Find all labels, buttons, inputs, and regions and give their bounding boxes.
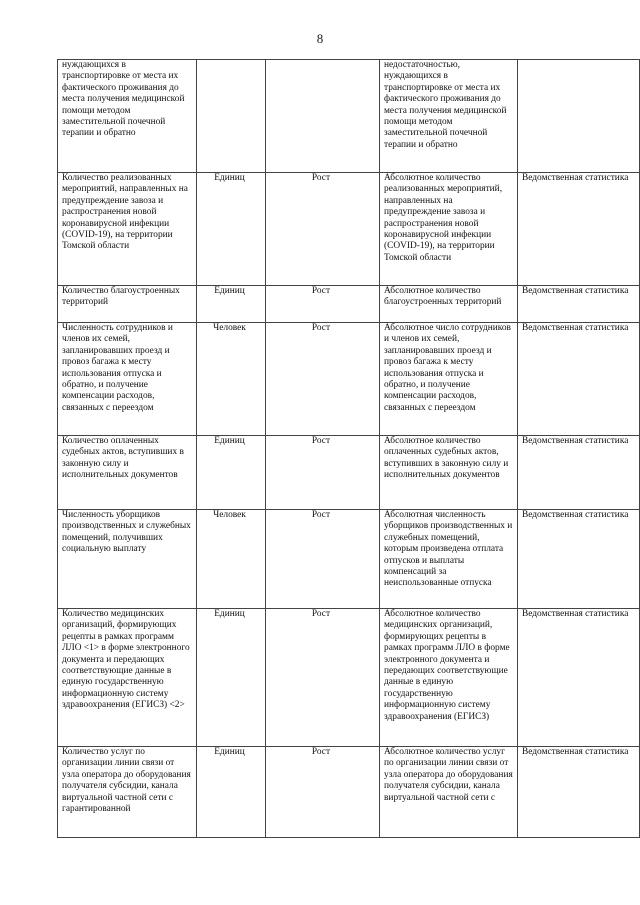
table-row [58,173,640,286]
definition-cell: Абсолютное количество оплаченных судебных актов, вступивших в законную силу и исполнительных документов [380,436,518,510]
unit-cell [197,286,266,323]
table-row [58,436,640,510]
definition-cell: Абсолютное количество благоустроенных территорий [380,286,518,323]
source-cell: Ведомственная статистика [518,286,640,323]
trend-text: Рост [311,286,331,296]
source-cell: Ведомственная статистика [518,747,640,838]
indicator-cell: Количество оплаченных судебных актов, вступивших в законную силу и исполнительных документов [58,436,197,510]
unit-text: Единиц [214,747,245,757]
trend-cell [266,436,380,510]
unit-cell [197,323,266,436]
trend-text: Рост [311,609,331,619]
trend-cell [266,60,380,173]
trend-cell [266,323,380,436]
definition-cell: Абсолютное количество услуг по организации линии связи от узла оператора до оборудования получателя субсидии, канала виртуальной частной сети с [380,747,518,838]
indicator-cell: Количество благоустроенных территорий [58,286,197,323]
indicator-cell: Количество реализованных мероприятий, направленных на предупреждение завоза и распространения новой коронавирусной инфекции (COVID-19), на территории Томской области [58,173,197,286]
table-row [58,747,640,838]
source-cell [518,60,640,173]
trend-text: Рост [311,323,331,333]
trend-cell [266,747,380,838]
indicator-cell: Численность сотрудников и членов их семей, запланировавших проезд и провоз багажа к месту использования отпуска и обратно, и получение компенсации расходов, связанных с переездом [58,323,197,436]
unit-text: Человек [213,510,246,520]
trend-text: Рост [311,747,331,757]
trend-cell [266,173,380,286]
definition-cell: Абсолютное число сотрудников и членов их семей, запланировавших проезд и провоз багажа к месту использования отпуска и обратно, и получение компенсации расходов, связанных с переездом [380,323,518,436]
source-cell: Ведомственная статистика [518,323,640,436]
table-row [58,286,640,323]
indicator-table [57,59,640,838]
trend-text: Рост [311,436,331,446]
unit-cell [197,60,266,173]
indicator-cell: нуждающихся в транспортировке от места их фактического проживания до места получения медицинской помощи методом заместительной почечной терапии и обратно [58,60,197,173]
unit-cell [197,747,266,838]
indicator-cell: Численность уборщиков производственных и служебных помещений, получивших социальную выплату [58,510,197,609]
unit-cell [197,609,266,747]
trend-cell [266,510,380,609]
trend-text: Рост [311,173,331,183]
trend-cell [266,286,380,323]
unit-cell [197,436,266,510]
indicator-cell: Количество услуг по организации линии связи от узла оператора до оборудования получателя субсидии, канала виртуальной частной сети с гарантированной [58,747,197,838]
page-number: 8 [316,31,324,46]
table-row [58,510,640,609]
unit-text: Человек [213,323,246,333]
source-cell: Ведомственная статистика [518,436,640,510]
source-cell: Ведомственная статистика [518,173,640,286]
definition-cell: Абсолютное количество реализованных мероприятий, направленных на предупреждение завоза и распространения новой коронавирусной инфекции (COVID-19), на территории Томской области [380,173,518,286]
table-row [58,323,640,436]
definition-cell: Абсолютная численность уборщиков производственных и служебных помещений, которым произведена отплата отпусков и выплаты компенсаций за неиспользованные отпуска [380,510,518,609]
unit-cell [197,173,266,286]
source-cell: Ведомственная статистика [518,609,640,747]
indicator-cell: Количество медицинских организаций, формирующих рецепты в рамках программ ЛЛО <1> в форме электронного документа и передающих соответствующие данные в единую государственную информационную систему здравоохранения (ЕГИСЗ) <2> [58,609,197,747]
unit-text: Единиц [214,436,245,446]
unit-text: Единиц [214,173,245,183]
table-row [58,60,640,173]
table-row [58,609,640,747]
trend-cell [266,609,380,747]
definition-cell: недостаточностью, нуждающихся в транспортировке от места их фактического проживания до места получения медицинской помощи методом заместительной почечной терапии и обратно [380,60,518,173]
unit-cell [197,510,266,609]
unit-text: Единиц [214,609,245,619]
source-cell: Ведомственная статистика [518,510,640,609]
definition-cell: Абсолютное количество медицинских организаций, формирующих рецепты в рамках программ ЛЛО в форме электронного документа и передающих соответствующие данные в единую государственную информационную систему здравоохранения (ЕГИСЗ) [380,609,518,747]
unit-text: Единиц [214,286,245,296]
trend-text: Рост [311,510,331,520]
